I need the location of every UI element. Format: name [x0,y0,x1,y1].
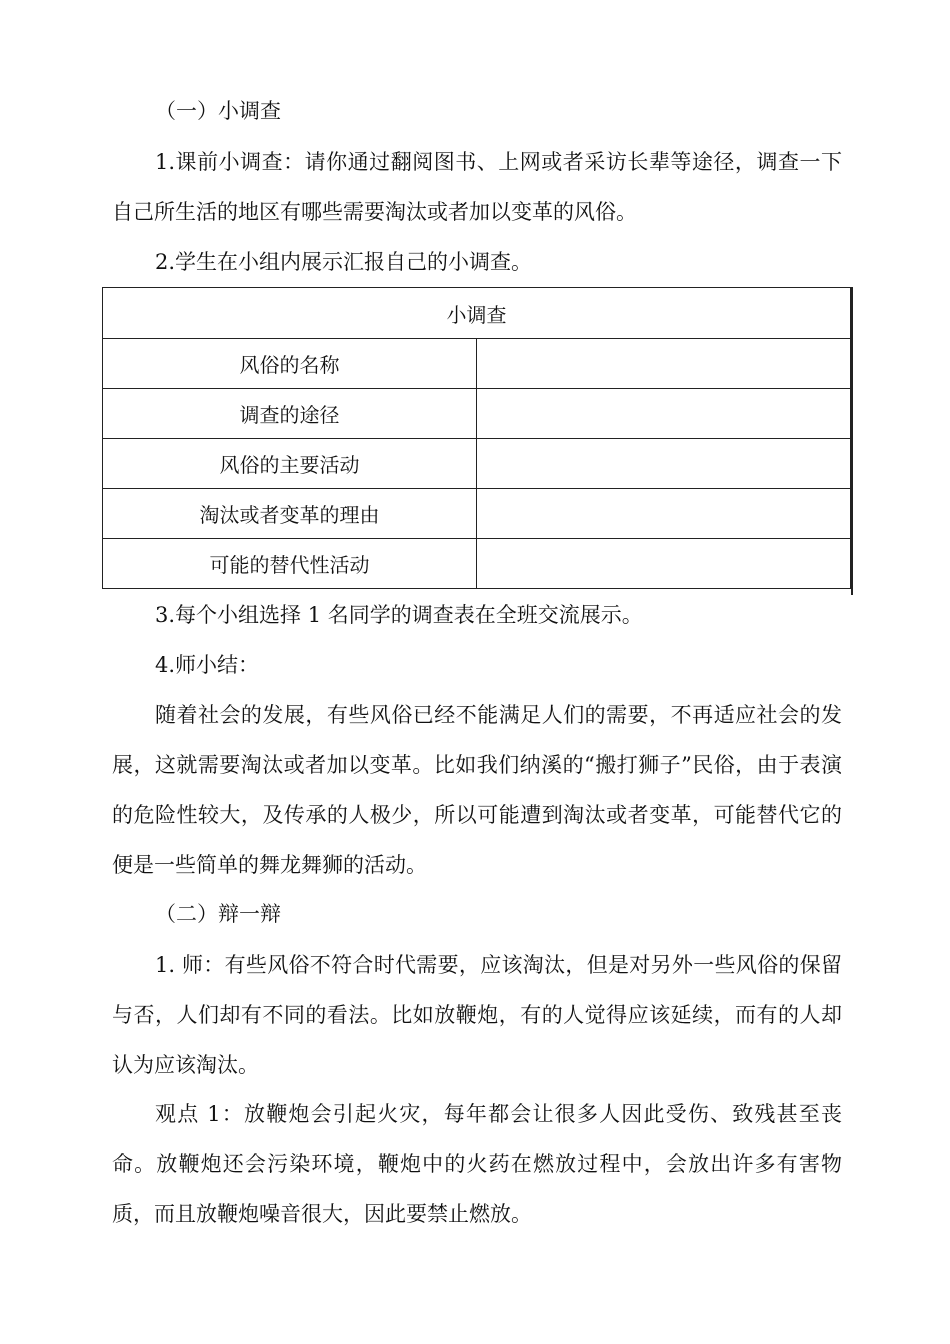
section1-summary: 随着社会的发展，有些风俗已经不能满足人们的需要，不再适应社会的发展，这就需要淘汰或者加以变革。比如我们纳溪的“搬打狮子”民俗，由于表演的危险性较大，及传承的人极少，所以可能遭到淘汰或者变革，可能替代它的便是一些简单的舞龙舞狮的活动。 [112,703,842,877]
table-border-line [851,287,853,595]
table-row [103,389,851,439]
section1-item4: 4.师小结： [155,653,260,677]
row-label: 调查的途径 [103,389,477,439]
table-row [103,339,851,389]
row-value [477,339,851,389]
survey-table-title: 小调查 [103,288,851,339]
row-label: 可能的替代性活动 [103,539,477,589]
row-label: 风俗的主要活动 [103,439,477,489]
section1-item2: 2.学生在小组内展示汇报自己的小调查。 [155,250,533,274]
row-value [477,539,851,589]
survey-table [102,287,851,589]
section2-heading: （二）辩一辩 [155,902,281,926]
row-label: 风俗的名称 [103,339,477,389]
section1-item1: 1.课前小调查：请你通过翻阅图书、上网或者采访长辈等途径，调查一下自己所生活的地区有哪些需要淘汰或者加以变革的风俗。 [112,150,842,224]
row-value [477,439,851,489]
table-row [103,489,851,539]
section2-item1: 1. 师：有些风俗不符合时代需要，应该淘汰，但是对另外一些风俗的保留与否，人们却有不同的看法。比如放鞭炮，有的人觉得应该延续，而有的人却认为应该淘汰。 [112,953,842,1077]
section1-item3: 3.每个小组选择 1 名同学的调查表在全班交流展示。 [155,603,643,627]
section2-view1: 观点 1：放鞭炮会引起火灾，每年都会让很多人因此受伤、致残甚至丧命。放鞭炮还会污染环境，鞭炮中的火药在燃放过程中，会放出许多有害物质，而且放鞭炮噪音很大，因此要禁止燃放。 [112,1102,842,1226]
section1-heading: （一）小调查 [155,99,281,123]
row-value [477,389,851,439]
table-row [103,439,851,489]
row-label: 淘汰或者变革的理由 [103,489,477,539]
table-row [103,539,851,589]
row-value [477,489,851,539]
